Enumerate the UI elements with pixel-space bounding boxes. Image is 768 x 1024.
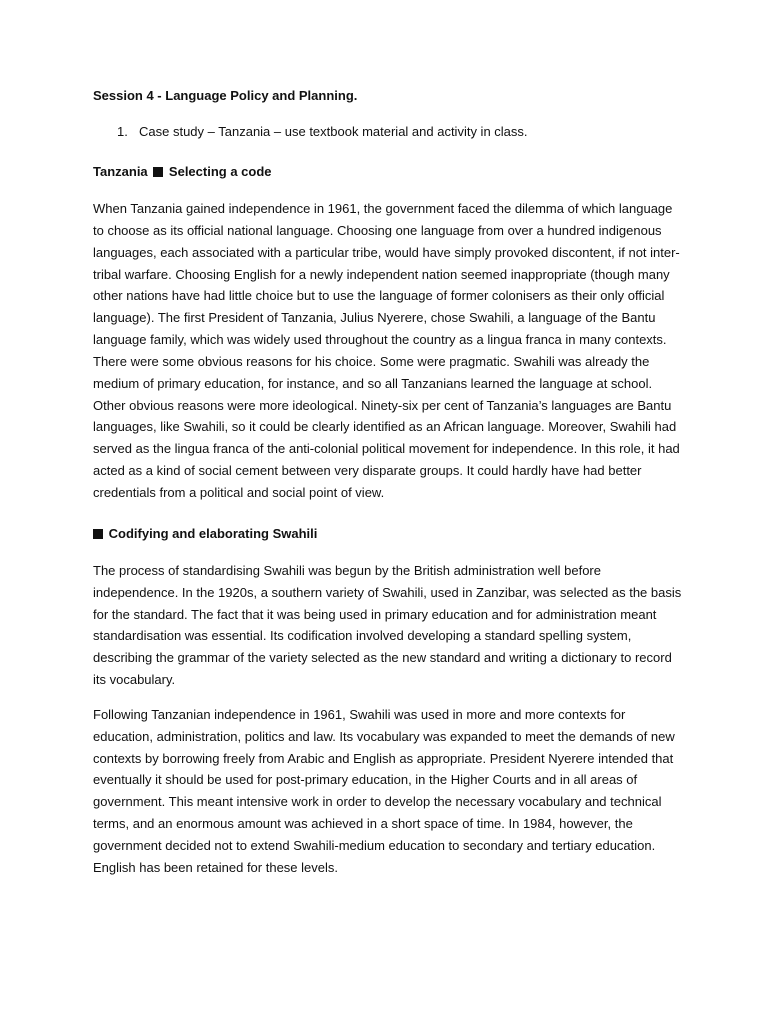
paragraph-standardising: The process of standardising Swahili was begun by the British administration well before independence. In the 1920s, a southern variety of Swahili, used in Zanzibar, was selected as the basis for the standard. The fact that it was being used in primary education and for administration meant standardisation was essential. Its codification involved developing a standard spelling system, describing the grammar of the variety selected as the new standard and writing a dictionary to record its vocabulary. — [93, 562, 682, 688]
square-bullet-icon — [153, 167, 163, 177]
section-heading-codifying — [93, 524, 683, 544]
case-study-list — [93, 122, 683, 142]
paragraph-selecting-a-code: When Tanzania gained independence in 1961, the government faced the dilemma of which language to choose as its official national language. Choosing one language from over a hundred indigenous languages, each associated with a particular tribe, would have simply provoked discontent, if not inter-tribal warfare. Choosing English for a newly independent nation seemed inappropriate (though many other nations have had little choice but to use the language of former colonisers as their only official language). The first President of Tanzania, Julius Nyerere, chose Swahili, a language of the Bantu language family, which was widely used throughout the country as a lingua franca in many contexts. There were some obvious reasons for his choice. Some were pragmatic. Swahili was already the medium of primary education, for instance, and so all Tanzanians learned the language at school. Other obvious reasons were more ideological. Ninety-six per cent of Tanzania’s languages are Bantu languages, like Swahili, so it could be clearly identified as an African language. Moreover, Swahili had served as the lingua franca of the anti-colonial political movement for independence. In this role, it had acted as a kind of social cement between very disparate groups. It could hardly have had better credentials from a political and social point of view. — [93, 201, 680, 500]
list-item — [93, 122, 683, 142]
list-item-text: Case study – Tanzania – use textbook material and activity in class. — [139, 124, 528, 139]
document-page — [93, 86, 683, 879]
section-heading-selecting-a-code — [93, 162, 683, 182]
list-item-number: 1. — [117, 124, 128, 139]
section-heading-prefix: Tanzania — [93, 164, 148, 179]
section-heading-text: Selecting a code — [168, 164, 272, 179]
square-bullet-icon — [93, 529, 103, 539]
page-title: Session 4 - Language Policy and Planning. — [93, 88, 358, 103]
paragraph-following-independence: Following Tanzanian independence in 1961, Swahili was used in more and more contexts for education, administration, politics and law. Its vocabulary was expanded to meet the demands of new contexts by borrowing freely from Arabic and English as appropriate. President Nyerere intended that eventually it should be used for post-primary education, in the Higher Courts and in all areas of government. This meant intensive work in order to develop the necessary vocabulary and technical terms, and an enormous amount was achieved in a short space of time. In 1984, however, the government decided not to extend Swahili-medium education to secondary and tertiary education. English has been retained for these levels. — [93, 706, 675, 875]
section-heading-text: Codifying and elaborating Swahili — [108, 525, 318, 541]
